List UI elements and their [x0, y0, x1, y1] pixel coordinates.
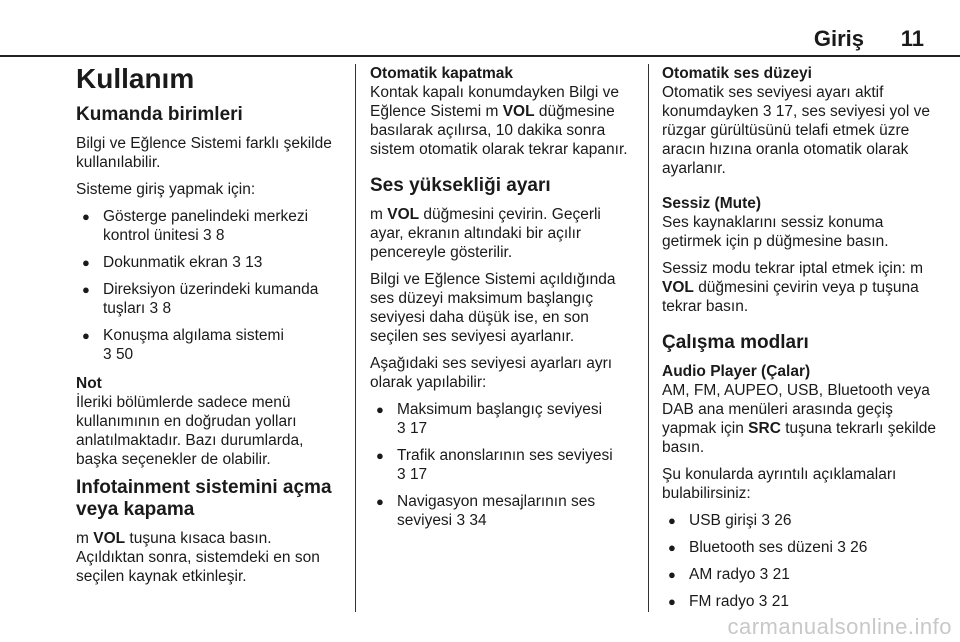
column-divider — [648, 64, 649, 612]
subsection-title: Otomatik kapatmak — [370, 65, 513, 82]
list-item: ● USB girişi 3 26 — [662, 511, 938, 530]
page-ref-arrow-icon[interactable]: 3 — [103, 346, 112, 363]
power-icon: m — [76, 530, 89, 547]
subsection-title: Sessiz (Mute) — [662, 195, 762, 212]
page-ref[interactable]: 17 — [775, 103, 794, 120]
paragraph: m VOL tuşuna kısaca basın. Açıldıktan sonra, sistemdeki en son seçilen kaynak etkinleşir. — [76, 530, 320, 585]
bullet-list — [76, 207, 348, 364]
column-right — [662, 64, 938, 621]
note-text: İleriki bölümlerde sadece menü kullanımının en doğrudan yolları anlatılmaktadır. Bazı durumlarda, başka seçenekler de olabilir. — [76, 394, 304, 468]
page-ref-arrow-icon[interactable]: 3 — [397, 466, 406, 483]
list-item: ● Bluetooth ses düzeni 3 26 — [662, 538, 938, 557]
list-item: ● Trafik anonslarının ses seviyesi 3 17 — [370, 446, 638, 484]
page-ref-arrow-icon[interactable]: 3 — [202, 227, 212, 244]
list-item: ● FM radyo 3 21 — [662, 592, 938, 611]
paragraph: Şu konularda ayrıntılı açıklamaları bulabilirsiniz: — [662, 466, 897, 502]
page-ref[interactable]: 34 — [469, 512, 487, 529]
page-ref[interactable]: 8 — [162, 300, 172, 317]
page-ref[interactable]: 26 — [850, 539, 868, 556]
subsection-title: Otomatik ses düzeyi — [662, 65, 812, 82]
column-divider — [355, 64, 356, 612]
paragraph: Otomatik ses seviyesi ayarı aktif konumdayken 3 17, ses seviyesi yol ve rüzgar gürültüsünü telafi etmek üzre aracın hızına oranla otomatik olarak ayarlanır. — [662, 84, 930, 177]
page-ref-arrow-icon[interactable]: 3 — [837, 539, 846, 556]
list-item: ● Konuşma algılama sistemi 3 50 — [76, 326, 348, 364]
page-ref-arrow-icon[interactable]: 3 — [759, 566, 769, 583]
column-left — [76, 64, 348, 594]
header-divider — [0, 55, 960, 57]
list-item: ● Maksimum başlangıç seviyesi 3 17 — [370, 400, 638, 438]
mute-icon: p — [859, 279, 868, 296]
watermark: carmanualsonline.info — [727, 614, 952, 639]
page-ref-arrow-icon[interactable]: 3 — [761, 512, 770, 529]
paragraph: Bilgi ve Eğlence Sistemi açıldığında ses düzeyi maksimum başlangıç seviyesi daha düşük ise, en son seçilen ses seviyesi ayarlanır. — [370, 271, 616, 345]
paragraph: m VOL düğmesini çevirin. Geçerli ayar, ekranın altındaki bir açılır pencereyle gösterilir. — [370, 206, 601, 261]
paragraph: Sisteme giriş yapmak için: — [76, 181, 256, 198]
list-item: ● Gösterge panelindeki merkezi kontrol ünitesi 3 8 — [76, 207, 348, 245]
paragraph: AM, FM, AUPEO, USB, Bluetooth veya DAB ana menüleri arasında geçiş yapmak için SRC tuşuna tekrarlı şekilde basın. — [662, 382, 936, 456]
bullet-list — [662, 511, 938, 611]
page-ref[interactable]: 50 — [115, 346, 134, 363]
mute-icon: p — [753, 233, 762, 250]
page-header — [0, 0, 960, 56]
subsection-title: Infotainment sistemini açma veya kapama — [76, 477, 332, 520]
subsection-title: Audio Player (Çalar) — [662, 363, 811, 380]
page-number: 11 — [900, 26, 924, 51]
page-ref[interactable]: 8 — [215, 227, 225, 244]
chapter-title: Giriş — [813, 26, 864, 51]
list-item: ● AM radyo 3 21 — [662, 565, 938, 584]
page-ref[interactable]: 17 — [409, 420, 428, 437]
note-title: Not — [76, 375, 102, 392]
paragraph: Ses kaynaklarını sessiz konuma getirmek için p düğmesine basın. — [662, 214, 889, 250]
page-ref[interactable]: 13 — [245, 254, 263, 271]
paragraph: Kontak kapalı konumdayken Bilgi ve Eğlence Sistemi m VOL düğmesine basılarak açılırsa, 10 dakika sonra sistem otomatik olarak tekrar kapanır. — [370, 84, 628, 158]
power-icon: m — [370, 206, 383, 223]
page-ref[interactable]: 17 — [409, 466, 428, 483]
page-ref-arrow-icon[interactable]: 3 — [456, 512, 466, 529]
list-item: ● Direksiyon üzerindeki kumanda tuşları 3 8 — [76, 280, 348, 318]
bullet-list — [370, 400, 638, 530]
paragraph: Aşağıdaki ses seviyesi ayarları ayrı olarak yapılabilir: — [370, 355, 613, 391]
page-ref-arrow-icon[interactable]: 3 — [762, 103, 772, 120]
page-ref-arrow-icon[interactable]: 3 — [397, 420, 406, 437]
list-item: ● Dokunmatik ekran 3 13 — [76, 253, 348, 272]
paragraph: Sessiz modu tekrar iptal etmek için: m VOL düğmesini çevirin veya p tuşuna tekrar basın. — [662, 260, 924, 315]
page-ref-arrow-icon[interactable]: 3 — [232, 254, 241, 271]
power-icon: m — [485, 103, 499, 120]
page-ref[interactable]: 26 — [774, 512, 792, 529]
power-icon: m — [910, 260, 924, 277]
paragraph: Bilgi ve Eğlence Sistemi farklı şekilde kullanılabilir. — [76, 135, 332, 171]
column-middle — [370, 64, 638, 540]
page-ref[interactable]: 21 — [771, 593, 789, 610]
page-ref[interactable]: 21 — [772, 566, 790, 583]
page-ref-arrow-icon[interactable]: 3 — [149, 300, 159, 317]
section-title: Kullanım — [76, 63, 195, 94]
page-ref-arrow-icon[interactable]: 3 — [758, 593, 768, 610]
subsection-title: Çalışma modları — [662, 332, 809, 353]
subsection-title: Kumanda birimleri — [76, 104, 243, 125]
list-item: ● Navigasyon mesajlarının ses seviyesi 3 34 — [370, 492, 638, 530]
subsection-title: Ses yüksekliği ayarı — [370, 175, 551, 196]
